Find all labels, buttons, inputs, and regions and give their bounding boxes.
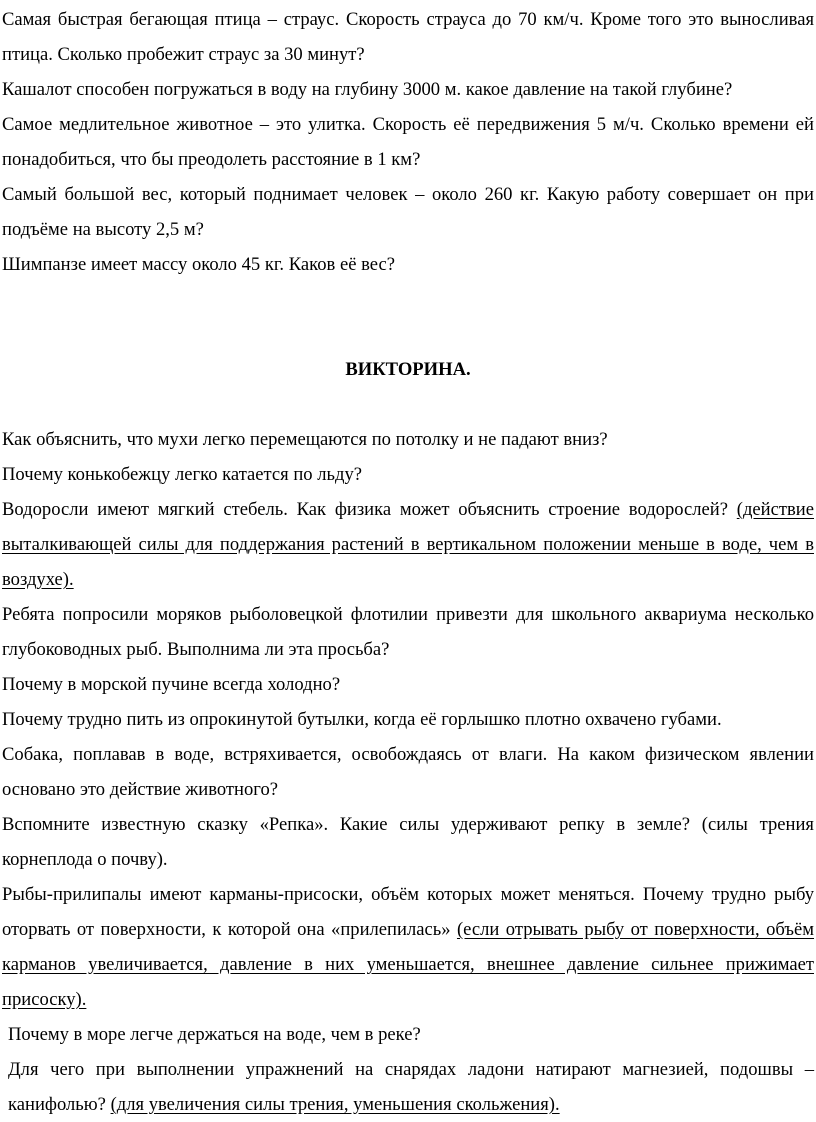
quiz-question-bottle: Почему трудно пить из опрокинутой бутылки, когда её горлышко плотно охвачено губами. (2, 709, 722, 730)
quiz-question-skater: Почему конькобежцу легко катается по льду? (2, 464, 363, 485)
quiz-question-sea-cold: Почему в морской пучине всегда холодно? (2, 674, 341, 695)
section-spacer (2, 282, 814, 352)
quiz-question-algae (2, 492, 814, 597)
intro-question-snail: Самое медлительное животное – это улитка. Скорость её передвижения 5 м/ч. Сколько времени ей понадобиться, что бы преодолеть расстояние в 1 км? (2, 114, 814, 170)
intro-question-chimpanzee: Шимпанзе имеет массу около 45 кг. Каков её вес? (2, 254, 396, 275)
answer-text: (действие выталкивающей силы для поддержания растений в вертикальном положении меньше в воде, чем в воздухе). (2, 499, 814, 590)
question-text: Рыбы-прилипалы имеют карманы-присоски, объём которых может меняться. Почему трудно рыбу оторвать от поверхности, к которой она «прилепилась» (2, 884, 814, 940)
intro-question-weightlifter: Самый большой вес, который поднимает человек – около 260 кг. Какую работу совершает он при подъёме на высоту 2,5 м? (2, 184, 814, 240)
quiz-question-remora (2, 877, 814, 1017)
quiz-question-magnesia (2, 1052, 814, 1122)
answer-text: (для увеличения силы трения, уменьшения скольжения). (110, 1094, 560, 1115)
question-text: Для чего при выполнении упражнений на снарядах ладони натирают магнезией, подошвы – канифолью? (8, 1059, 814, 1115)
quiz-question-flies: Как объяснить, что мухи легко перемещаются по потолку и не падают вниз? (2, 429, 608, 450)
quiz-question-turnip: Вспомните известную сказку «Репка». Какие силы удерживают репку в земле? (силы трения корнеплода о почву). (2, 814, 814, 870)
quiz-title: ВИКТОРИНА. (345, 359, 471, 380)
answer-text: (если отрывать рыбу от поверхности, объём карманов увеличивается, давление в них уменьшается, внешнее давление сильнее прижимает присоску). (2, 919, 815, 1010)
document-page (2, 2, 814, 1122)
quiz-question-deep-fish: Ребята попросили моряков рыболовецкой флотилии привезти для школьного аквариума несколько глубоководных рыб. Выполнима ли эта просьба? (2, 604, 814, 660)
question-text: Водоросли имеют мягкий стебель. Как физика может объяснить строение водорослей? (2, 499, 729, 520)
intro-question-sperm-whale: Кашалот способен погружаться в воду на глубину 3000 м. какое давление на такой глубине? (2, 79, 733, 100)
section-spacer (2, 387, 814, 422)
quiz-question-dog: Собака, поплавав в воде, встряхивается, освобождаясь от влаги. На каком физическом явлении основано это действие животного? (2, 744, 814, 800)
quiz-question-sea-float: Почему в море легче держаться на воде, чем в реке? (8, 1024, 421, 1045)
intro-question-ostrich: Самая быстрая бегающая птица – страус. Скорость страуса до 70 км/ч. Кроме того это выносливая птица. Сколько пробежит страус за 30 минут? (2, 9, 814, 65)
